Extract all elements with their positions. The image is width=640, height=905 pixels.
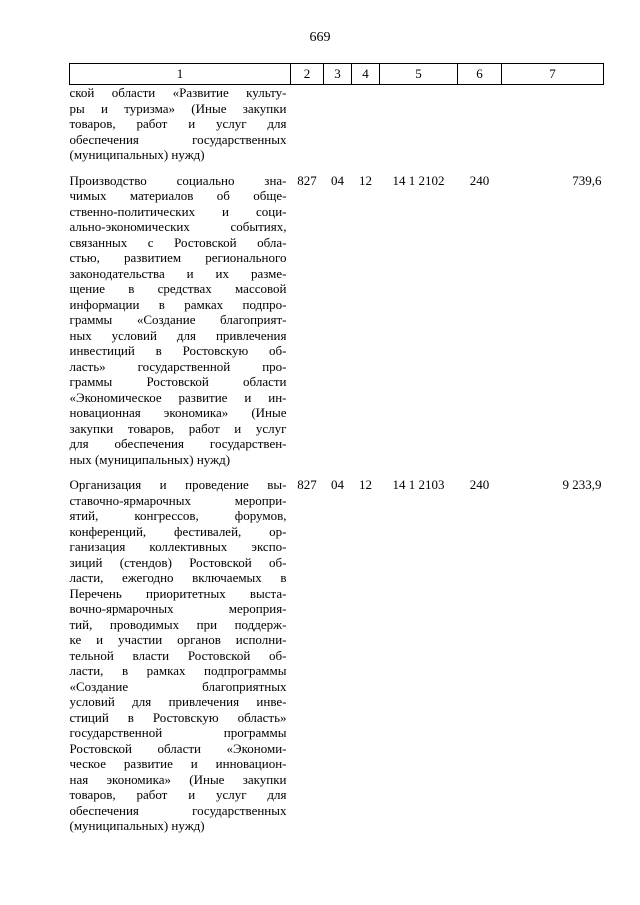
cell-target-article xyxy=(380,85,458,163)
header-col-4: 4 xyxy=(352,64,380,85)
spacer-cell xyxy=(70,467,604,477)
cell-section-code: 04 xyxy=(331,477,344,492)
cell-section-code: 04 xyxy=(331,172,344,188)
description-line: закупки товаров, работ и услуг xyxy=(69,420,287,436)
description-line: тельной власти Ростовской об- xyxy=(69,647,287,663)
description-line: граммы «Создание благоприят- xyxy=(69,312,287,327)
description-line: связанных с Ростовской обла- xyxy=(69,234,287,250)
spacer-cell xyxy=(70,163,604,173)
header-row xyxy=(70,64,604,85)
description-line: товаров, работ и услуг для xyxy=(69,116,287,131)
description-line: «Создание благоприятных xyxy=(69,678,287,694)
budget-table xyxy=(69,63,604,834)
description-line: ласть» государственной про- xyxy=(69,358,287,374)
description-line: стиций в Ростовскую область» xyxy=(69,709,287,725)
cell-target-article: 14 1 2103 xyxy=(392,477,445,492)
cell-expense-type: 240 xyxy=(469,172,490,188)
cell-description xyxy=(70,173,291,468)
header-col-2: 2 xyxy=(291,64,324,85)
cell-ministry-code: 827 xyxy=(297,477,317,492)
cell-section-code xyxy=(324,85,352,163)
description-line: (муниципальных) нужд) xyxy=(69,147,205,162)
description-line: ласти, ежегодно включаемых в xyxy=(69,570,287,585)
description-line: Перечень приоритетных выста- xyxy=(69,585,287,601)
cell-expense-type: 240 xyxy=(469,477,490,492)
cell-amount: 9 233,9 xyxy=(562,477,602,492)
description-line: стью, развитием регионального xyxy=(69,250,287,265)
header-col-3: 3 xyxy=(324,64,352,85)
description-line: ятий, конгрессов, форумов, xyxy=(69,508,287,523)
cell-description xyxy=(70,477,291,834)
description-line: законодательства и их разме- xyxy=(69,265,287,281)
description-line: ственно-политических и соци- xyxy=(69,203,287,219)
description-line: вочно-ярмарочных мероприя- xyxy=(69,601,287,616)
description-line: тий, проводимых при поддерж- xyxy=(69,616,287,632)
cell-subsection-code: 12 xyxy=(359,172,372,188)
header-col-7: 7 xyxy=(502,64,604,85)
description-line: государственной программы xyxy=(69,725,287,740)
description-line: ставочно-ярмарочных меропри- xyxy=(69,492,287,508)
description-line: новационная экономика» (Иные xyxy=(69,405,287,420)
row-spacer xyxy=(70,163,604,173)
table-row xyxy=(70,173,604,468)
description-line: ке и участии органов исполни- xyxy=(69,632,287,647)
description-line: конференций, фестивалей, ор- xyxy=(69,523,287,539)
description-line: инвестиций в Ростовскую об- xyxy=(69,343,287,358)
description-line: информации в рамках подпро- xyxy=(69,296,287,312)
description-line: условий для привлечения инве- xyxy=(69,694,287,709)
description-line: ных (муниципальных) нужд) xyxy=(69,451,231,467)
table-row xyxy=(70,477,604,834)
page-number: 669 xyxy=(309,30,331,45)
description-line: граммы Ростовской области xyxy=(69,374,287,389)
description-line: для обеспечения государствен- xyxy=(69,436,287,451)
description-line: ской области «Развитие культу- xyxy=(69,85,287,100)
description-line: ласти, в рамках подпрограммы xyxy=(69,663,287,678)
description-line: щение в средствах массовой xyxy=(69,281,287,296)
cell-expense-type xyxy=(458,85,502,163)
row-spacer xyxy=(70,467,604,477)
table-body xyxy=(70,85,604,834)
description-line: зиций (стендов) Ростовской об- xyxy=(69,554,287,570)
header-col-6: 6 xyxy=(458,64,502,85)
cell-amount: 739,6 xyxy=(572,172,602,188)
description-line: чимых материалов об обще- xyxy=(69,188,287,203)
header-col-1: 1 xyxy=(70,64,291,85)
cell-target-article: 14 1 2102 xyxy=(392,172,445,188)
description-line: Производство социально зна- xyxy=(69,172,287,188)
cell-subsection-code: 12 xyxy=(359,477,372,492)
cell-ministry-code xyxy=(291,85,324,163)
description-line: ческое развитие и инновацион- xyxy=(69,756,287,771)
description-line: ры и туризма» (Иные закупки xyxy=(69,100,287,116)
header-col-5: 5 xyxy=(380,64,458,85)
description-line: ально-экономических событиях, xyxy=(69,219,287,234)
description-line: «Экономическое развитие и ин- xyxy=(69,389,287,405)
description-line: ная экономика» (Иные закупки xyxy=(69,771,287,787)
description-line: ных условий для привлечения xyxy=(69,327,287,343)
cell-ministry-code: 827 xyxy=(297,172,317,188)
cell-amount xyxy=(502,85,604,163)
description-line: обеспечения государственных xyxy=(69,131,287,147)
description-line: товаров, работ и услуг для xyxy=(69,787,287,802)
table-row xyxy=(70,85,604,163)
cell-subsection-code xyxy=(352,85,380,163)
description-line: ганизация коллективных экспо- xyxy=(69,539,287,554)
description-line: обеспечения государственных xyxy=(69,802,287,818)
description-line: (муниципальных) нужд) xyxy=(69,818,205,833)
description-line: Организация и проведение вы- xyxy=(69,477,287,492)
description-line: Ростовской области «Экономи- xyxy=(69,740,287,756)
cell-description xyxy=(70,85,291,163)
